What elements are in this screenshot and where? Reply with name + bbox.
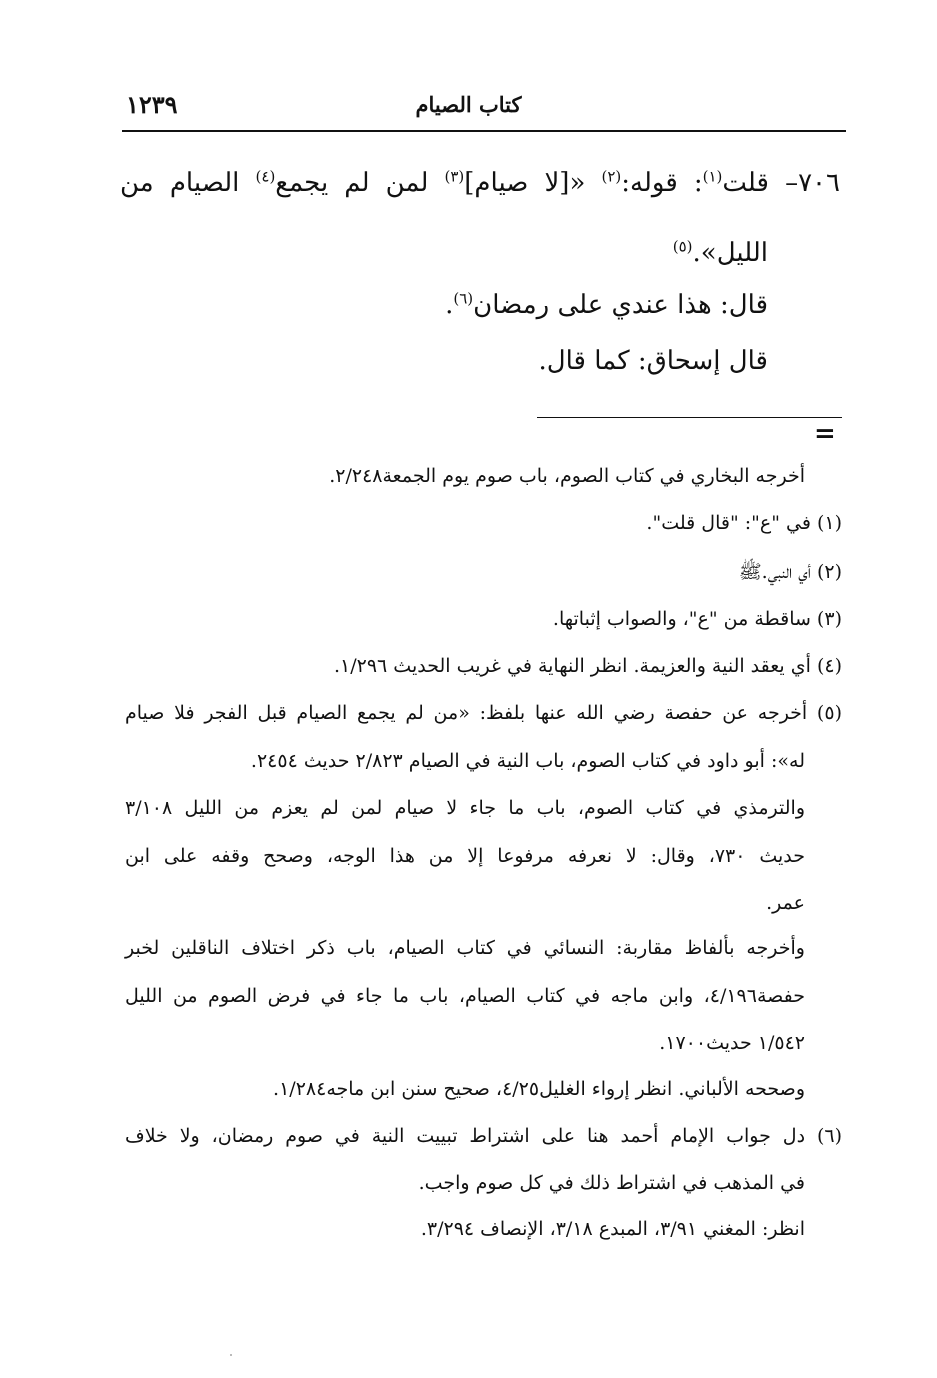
footnote-line: (٦) دل جواب الإمام أحمد هنا على اشتراط تبييت النية في صوم رمضان، ولا خلاف	[125, 1125, 842, 1147]
footnote-line: حفصة٤/١٩٦، وابن ماجه في كتاب الصيام، باب ما جاء في فرض الصوم من الليل	[125, 985, 805, 1007]
text-segment: : قوله:	[621, 168, 703, 198]
footnote-line: انظر: المغني ٣/٩١، المبدع ٣/١٨، الإنصاف ٣/٢٩٤.	[420, 1218, 805, 1240]
footnote-ref: (٢)	[601, 167, 622, 186]
text-segment: .	[445, 290, 454, 320]
text-segment: الليل».	[692, 238, 768, 268]
footnote-line: حديث ٧٣٠، وقال: لا نعرفه مرفوعا إلا من هذا الوجه، وصحح وقفه على ابن	[125, 845, 805, 867]
footnote-ref: (٦)	[453, 289, 474, 308]
footnote-line: (١) في "ع": "قال قلت".	[646, 512, 842, 534]
main-line-4: قال إسحاق: كما قال.	[538, 346, 768, 376]
footnote-line: (٣) ساقطة من "ع"، والصواب إثباتها.	[552, 608, 842, 630]
footnote-line: وصححه الألباني. انظر إرواء الغليل٤/٢٥، صحيح سنن ابن ماجه١/٢٨٤.	[273, 1078, 805, 1100]
footnote-line: (٥) أخرجه عن حفصة رضي الله عنها بلفظ: «من لم يجمع الصيام قبل الفجر فلا صيام	[125, 702, 842, 724]
scan-speck	[230, 1354, 232, 1356]
page-number: ١٢٣٩	[126, 90, 178, 119]
footnote-line: عمر.	[766, 892, 805, 914]
footnote-ref: (١)	[702, 167, 723, 186]
text-segment: قال: هذا عندي على رمضان	[473, 290, 768, 320]
footnote-line: له»: أبو داود في كتاب الصوم، باب النية في الصيام ٢/٨٢٣ حديث ٢٤٥٤.	[250, 750, 805, 772]
footnote-line: ١/٥٤٢ حديث١٧٠٠.	[659, 1032, 805, 1054]
footnote-line: في المذهب في اشتراط ذلك في كل صوم واجب.	[418, 1172, 805, 1194]
footnote-ref: (٣)	[444, 167, 465, 186]
text-segment: ٧٠٦– قلت	[722, 168, 840, 198]
footnote-line: أخرجه البخاري في كتاب الصوم، باب صوم يوم الجمعة٢/٢٤٨.	[329, 465, 805, 487]
footnote-line: (٤) أي يعقد النية والعزيمة. انظر النهاية في غريب الحديث ١/٢٩٦.	[333, 655, 842, 677]
continuation-marker: =	[814, 419, 836, 449]
footnote-ref: (٥)	[672, 237, 693, 256]
footnote-line: والترمذي في كتاب الصوم، باب ما جاء لا صيام لمن لم يعزم من الليل ٣/١٠٨	[125, 797, 805, 819]
running-title: كتاب الصيام	[415, 92, 522, 117]
text-segment: لمن لم يجمع	[275, 168, 445, 198]
footnote-ref: (٤)	[255, 167, 276, 186]
text-segment: الصيام من	[120, 168, 256, 198]
text-segment: «[لا صيام]	[464, 168, 602, 198]
footnote-line: (٢) أي النبي.ﷺ	[738, 561, 842, 583]
footnote-line: وأخرجه بألفاظ مقاربة: النسائي في كتاب الصيام، باب ذكر اختلاف الناقلين لخبر	[125, 937, 805, 959]
